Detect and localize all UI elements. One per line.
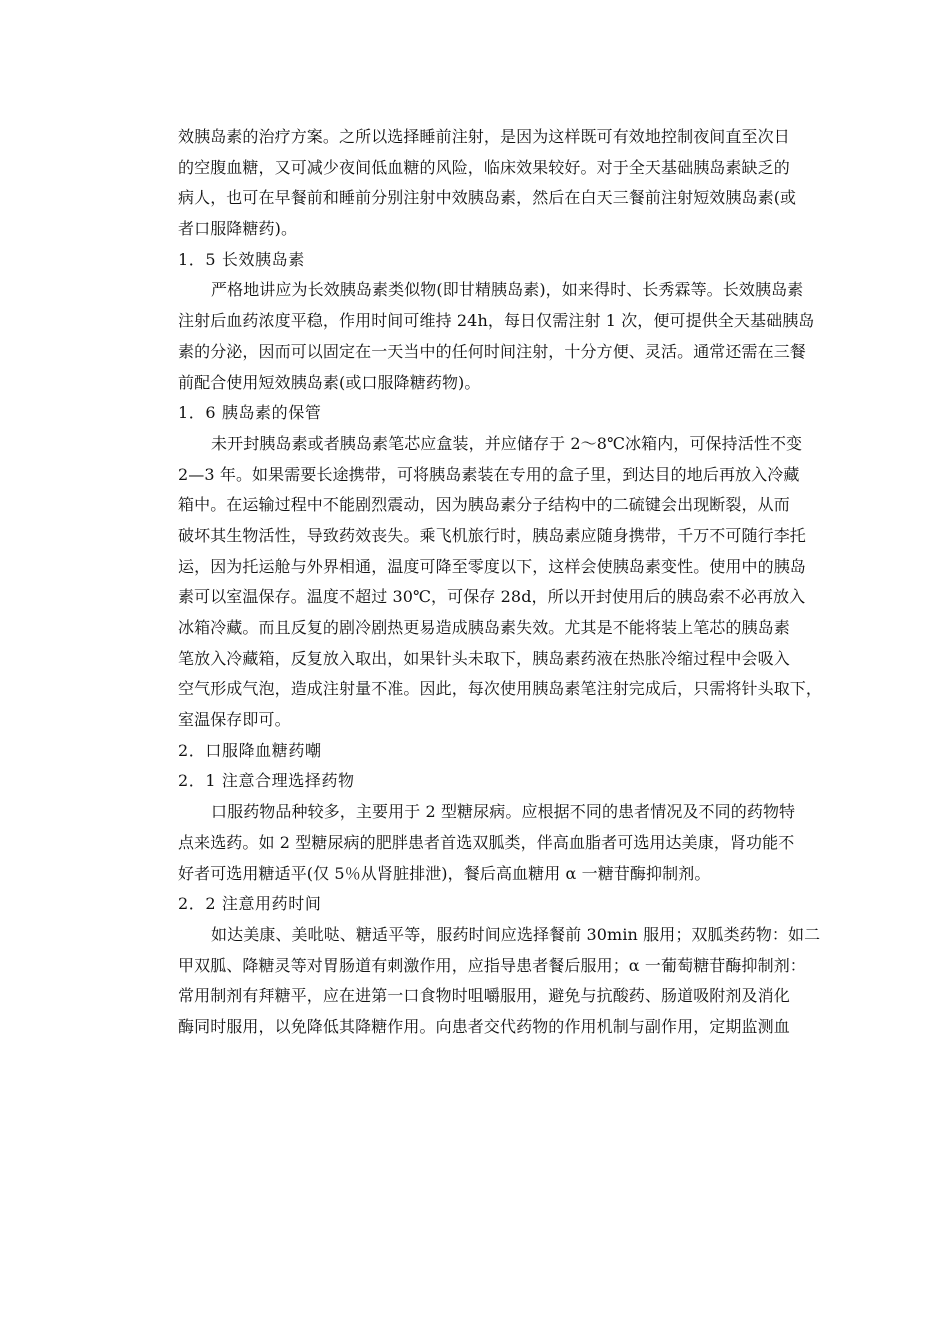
text-line: 的空腹血糖，又可减少夜间低血糖的风险，临床效果较好。对于全天基础胰岛素缺乏的 bbox=[178, 157, 790, 177]
text-line: 前配合使用短效胰岛素(或口服降糖药物)。 bbox=[178, 372, 481, 392]
text-line: 者口服降糖药)。 bbox=[178, 219, 298, 239]
text-line: 注射后血药浓度平稳，作用时间可维持 24h，每日仅需注射 1 次，便可提供全天基础胰岛 bbox=[178, 311, 815, 331]
document-body bbox=[178, 122, 823, 1043]
section-heading: 2．2 注意用药时间 bbox=[178, 894, 322, 914]
paragraph-first-line: 如达美康、美吡哒、糖适平等，服药时间应选择餐前 30min 服用；双胍类药物：如二 bbox=[211, 924, 821, 944]
text-line: 笔放入冷藏箱，反复放入取出，如果针头未取下，胰岛素药液在热胀冷缩过程中会吸入 bbox=[178, 648, 790, 668]
text-line: 酶同时服用，以免降低其降糖作用。向患者交代药物的作用机制与副作用，定期监测血 bbox=[178, 1016, 790, 1036]
text-line: 素可以室温保存。温度不超过 30℃，可保存 28d，所以开封使用后的胰岛索不必再放入 bbox=[178, 587, 806, 607]
text-line: 室温保存即可。 bbox=[178, 710, 291, 730]
text-line: 病人，也可在早餐前和睡前分别注射中效胰岛素，然后在白天三餐前注射短效胰岛素(或 bbox=[178, 188, 797, 208]
text-line: 2—3 年。如果需要长途携带，可将胰岛素装在专用的盒子里，到达目的地后再放入冷藏 bbox=[178, 464, 800, 484]
text-line: 常用制剂有拜糖平，应在进第一口食物时咀嚼服用，避免与抗酸药、肠道吸附剂及消化 bbox=[178, 986, 790, 1006]
paragraph-first-line: 口服药物品种较多，主要用于 2 型糖尿病。应根据不同的患者情况及不同的药物特 bbox=[211, 802, 796, 822]
section-heading: 2．口服降血糖药嘲 bbox=[178, 740, 322, 760]
text-line: 效胰岛素的治疗方案。之所以选择睡前注射，是因为这样既可有效地控制夜间直至次日 bbox=[178, 127, 790, 146]
text-line: 点来选药。如 2 型糖尿病的肥胖患者首选双胍类，伴高血脂者可选用达美康，肾功能不 bbox=[178, 832, 795, 852]
section-heading: 2．1 注意合理选择药物 bbox=[178, 771, 355, 791]
paragraph-first-line: 严格地讲应为长效胰岛素类似物(即甘精胰岛素)，如来得时、长秀霖等。长效胰岛素 bbox=[211, 280, 804, 300]
text-line: 好者可选用糖适平(仅 5％从肾脏排泄)，餐后高血糖用 α 一糖苷酶抑制剂。 bbox=[178, 863, 711, 883]
text-line: 运，因为托运舱与外界相通，温度可降至零度以下，这样会使胰岛素变性。使用中的胰岛 bbox=[178, 556, 806, 576]
paragraph-first-line: 未开封胰岛素或者胰岛素笔芯应盒装，并应储存于 2～8℃冰箱内，可保持活性不变 bbox=[211, 433, 803, 453]
text-line: 甲双胍、降糖灵等对胃肠道有刺激作用，应指导患者餐后服用；α 一葡萄糖苷酶抑制剂： bbox=[178, 955, 806, 975]
text-line: 冰箱冷藏。而且反复的剧冷剧热更易造成胰岛素失效。尤其是不能将装上笔芯的胰岛素 bbox=[178, 618, 790, 637]
text-line: 箱中。在运输过程中不能剧烈震动，因为胰岛素分子结构中的二硫键会出现断裂，从而 bbox=[178, 495, 790, 515]
text-line: 空气形成气泡，造成注射量不准。因此，每次使用胰岛素笔注射完成后，只需将针头取下， bbox=[178, 679, 823, 699]
section-heading: 1．6 胰岛素的保管 bbox=[178, 403, 322, 423]
section-heading: 1．5 长效胰岛素 bbox=[178, 249, 305, 269]
text-line: 素的分泌，因而可以固定在一天当中的任何时间注射，十分方便、灵活。通常还需在三餐 bbox=[178, 341, 806, 361]
text-line: 破坏其生物活性，导致药效丧失。乘飞机旅行时，胰岛素应随身携带，千万不可随行李托 bbox=[178, 525, 806, 545]
